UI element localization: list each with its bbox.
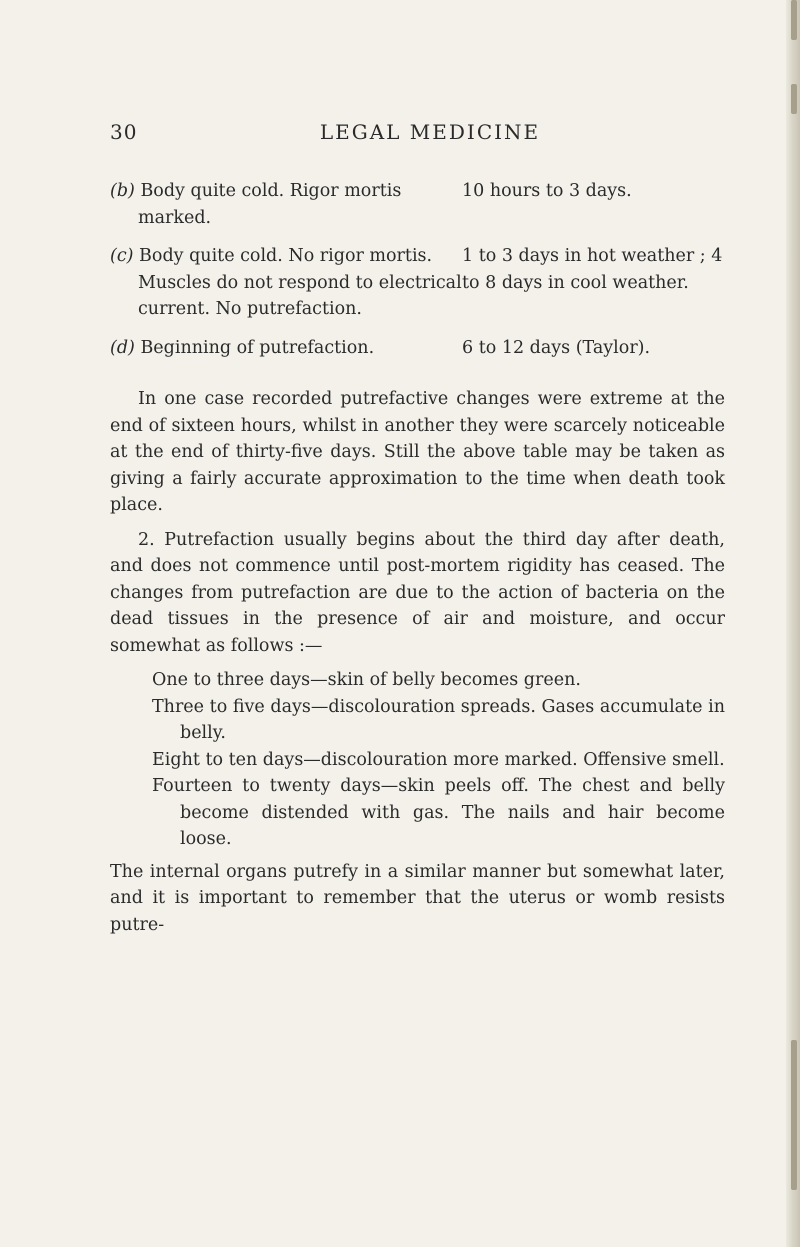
page-number: 30	[110, 120, 138, 144]
paragraph-case-note: In one case recorded putrefactive changes were extreme at the end of sixteen hours, whilst in another they were scarcely noticeable at the end of thirty-five days. Still the above table may be taken as giving a fairly accurate approximation to the time when death took place.	[110, 389, 725, 515]
paragraph-internal-organs: The internal organs putrefy in a similar manner but somewhat later, and it is important to remember that the uterus or womb resists putre-	[110, 861, 725, 935]
edge-mark	[791, 1040, 797, 1190]
stage-duration: 1 to 3 days in hot weather ; 4 to 8 days in cool weather.	[462, 246, 723, 293]
stage-label: (d)	[110, 337, 135, 358]
stage-condition-cell	[110, 335, 462, 374]
stage-label: (b)	[110, 181, 135, 201]
edge-mark	[791, 0, 797, 40]
stage-condition-cell	[110, 243, 462, 335]
stage-condition: Beginning of putrefaction.	[140, 337, 375, 358]
list-item: Eight to ten days—discolouration more marked. Offensive smell.	[152, 749, 725, 770]
stage-condition: Body quite cold. No rigor mortis. Muscles do not respond to electrical current. No putrefaction.	[138, 246, 462, 319]
edge-mark	[791, 84, 797, 114]
stage-duration: 6 to 12 days (Taylor).	[462, 337, 651, 358]
table-row	[110, 335, 725, 374]
putrefaction-timeline	[110, 667, 725, 853]
list-item: Three to five days—discolouration spreads. Gases accumulate in belly.	[152, 696, 725, 743]
page-edge-shadow	[786, 0, 800, 1247]
running-title: LEGAL MEDICINE	[319, 120, 541, 144]
stages-table	[110, 178, 725, 373]
list-item: Fourteen to twenty days—skin peels off. The chest and belly become distended with gas. The nails and hair become loose.	[152, 776, 725, 849]
page-header	[110, 120, 750, 150]
page-body	[110, 178, 725, 938]
table-row	[110, 178, 725, 243]
paragraph-putrefaction: 2. Putrefaction usually begins about the third day after death, and does not commence until post-mortem rigidity has ceased. The changes from putrefaction are due to the action of bacteria on the dead tissues in the presence of air and moisture, and occur somewhat as follows :—	[110, 529, 725, 656]
stage-condition: Body quite cold. Rigor mortis marked.	[138, 181, 402, 228]
list-item: One to three days—skin of belly becomes green.	[152, 670, 581, 690]
stage-duration: 10 hours to 3 days.	[462, 181, 632, 201]
table-row	[110, 243, 725, 335]
stage-label: (c)	[110, 246, 134, 266]
stage-condition-cell	[110, 178, 462, 243]
